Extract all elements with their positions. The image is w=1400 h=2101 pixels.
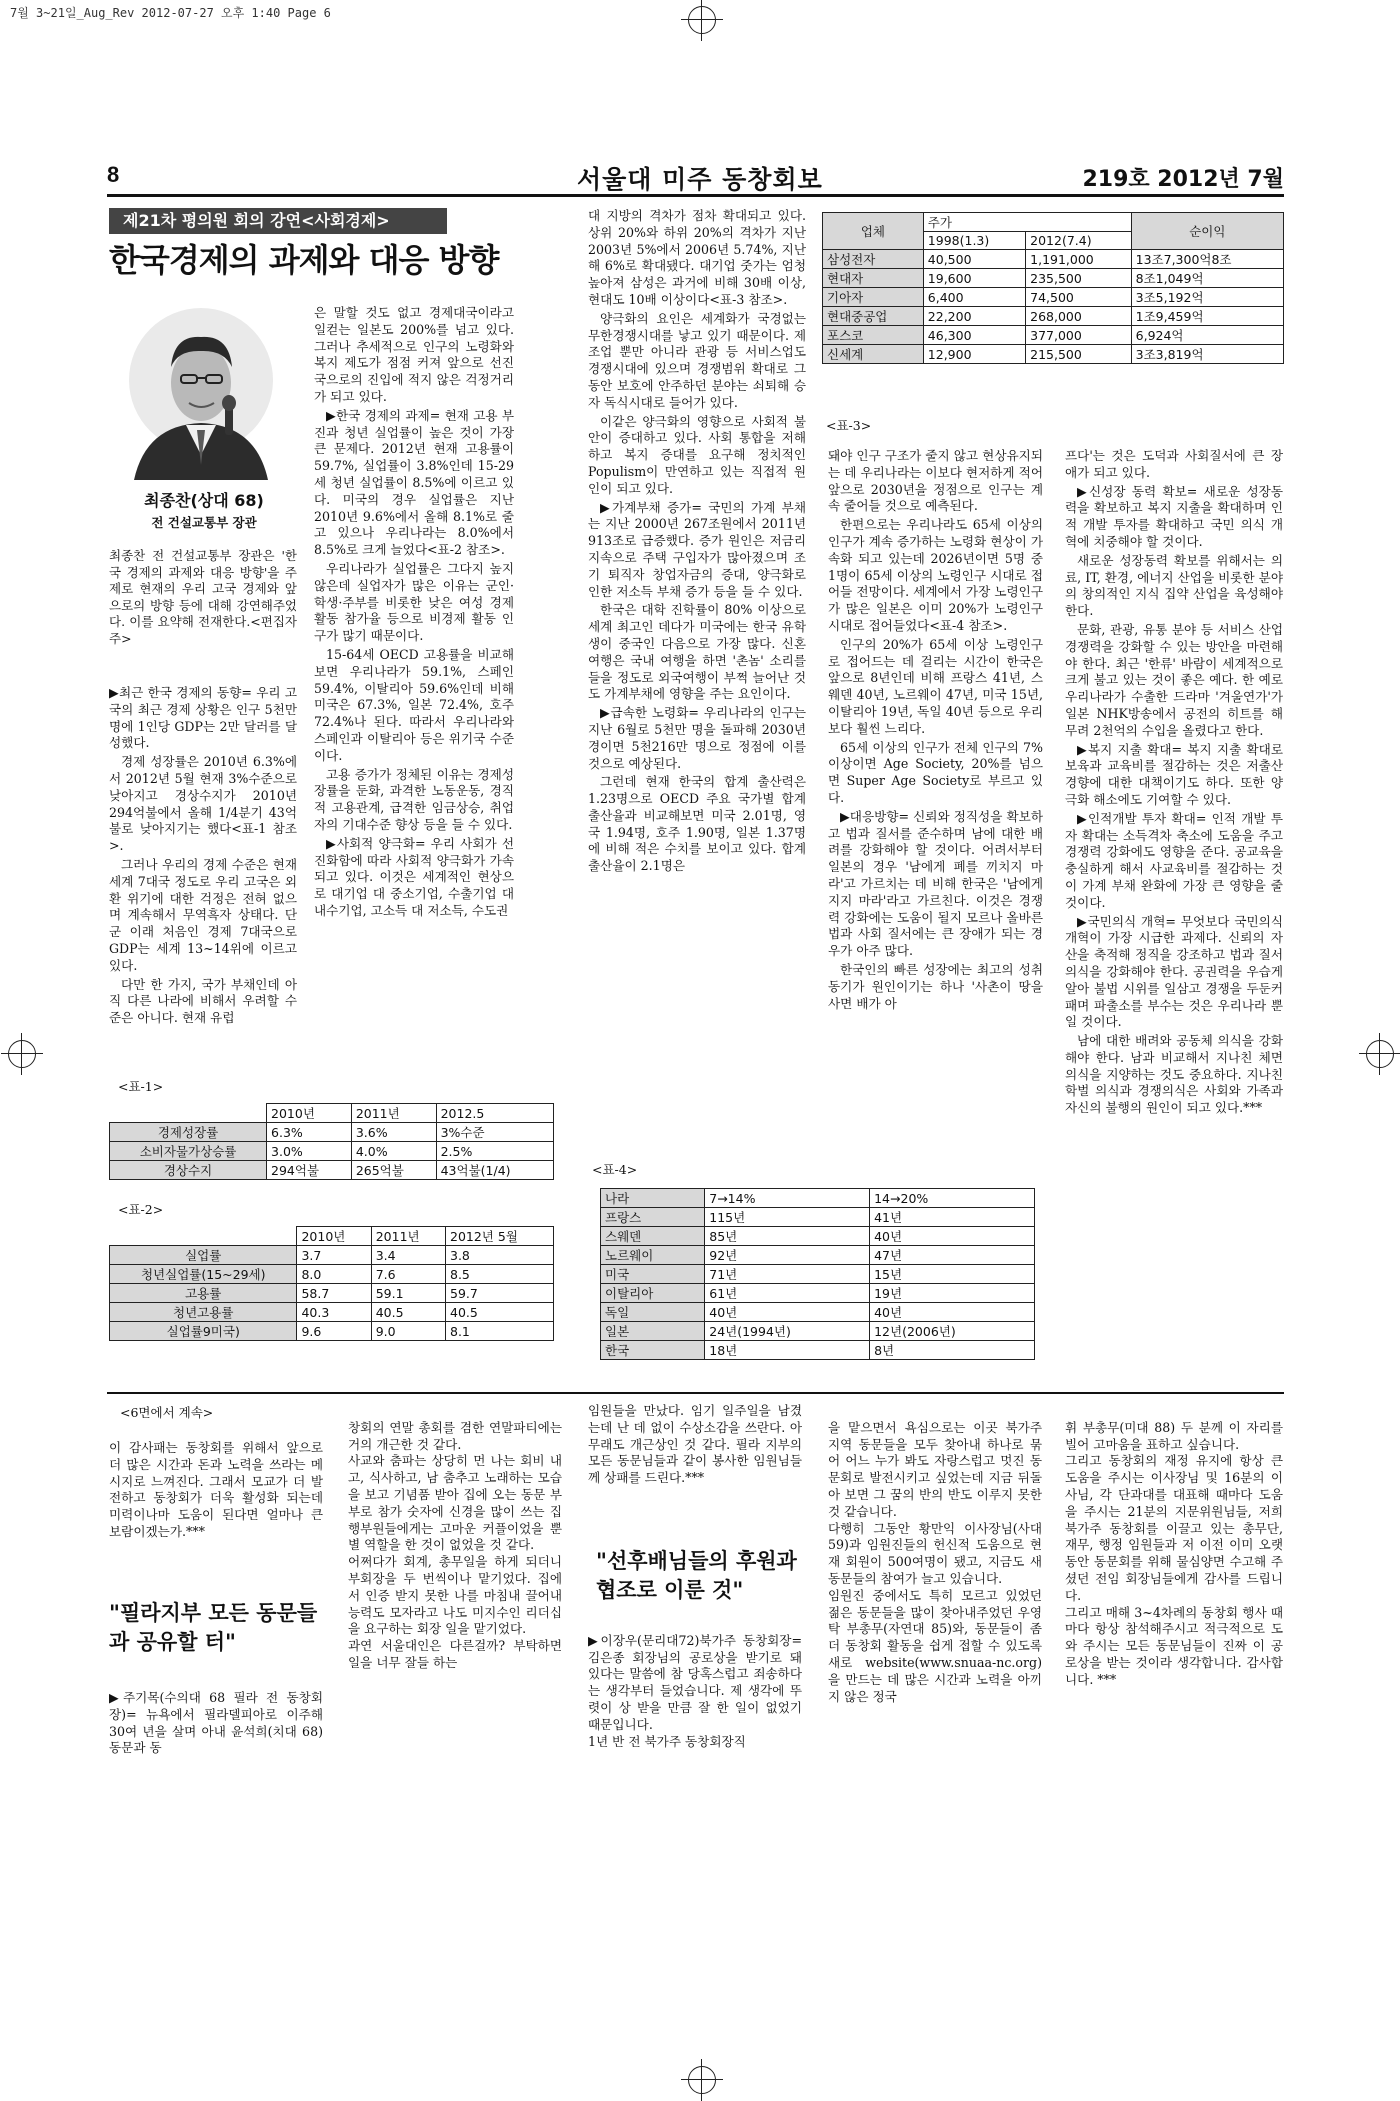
table-row [110, 1142, 554, 1161]
table-cell: 소비자물가상승률 [110, 1142, 267, 1161]
table-cell: 주가 [923, 213, 1131, 232]
table-header-row [823, 213, 1284, 232]
table-cell: 스웨덴 [601, 1227, 705, 1246]
table-cell: 43억불(1/4) [436, 1161, 553, 1180]
table-cell: 3.7 [297, 1246, 371, 1265]
registration-mark-icon [688, 2066, 716, 2094]
table-row [601, 1246, 1035, 1265]
table-cell: 실업률 [110, 1246, 297, 1265]
paragraph: ▶이장우(문리대72)북가주 동창회장= 김은종 회장님의 공로상을 받기로 돼 있다는 말씀에 참 당혹스럽고 죄송하다는 생각부터 들었습니다. 제 생각에 뚜렷이 상 받을 만큼 잘 한 일이 없었기 때문입니다. 1년 반 전 북가주 동창회장직 [588, 1632, 802, 1749]
table-cell: 8년 [870, 1341, 1035, 1360]
paragraph: 임원들을 만났다. 임기 일주일을 남겼는데 난 데 없이 수상소감을 쓰란다. 아무래도 개근상인 것 같다. 필라 지부의 모든 동문님들과 같이 봉사한 임원님들께 상패를 드린다.*** [588, 1403, 802, 1486]
paragraph: ▶복지 지출 확대= 복지 지출 확대로 보육과 교육비를 절감하는 것은 저출산 경향에 대한 대책이기도 하다. 또한 양극화 해소에도 기여할 수 있다. [1065, 741, 1283, 807]
table-row [823, 269, 1284, 288]
table-row [110, 1246, 554, 1265]
paragraph: 새로운 성장동력 확보를 위해서는 의료, IT, 환경, 에너지 산업을 비롯한 분야의 창의적인 지식 집약 산업을 육성해야 한다. [1065, 552, 1283, 619]
article-column-2 [314, 305, 514, 922]
table-cell: 2012(7.4) [1026, 232, 1132, 250]
table-cell: 현대자 [823, 269, 924, 288]
table-header-row [601, 1189, 1035, 1208]
table-cell: 47년 [870, 1246, 1035, 1265]
paragraph: 남에 대한 배려와 공동체 의식을 강화해야 한다. 남과 비교해서 지나친 체면의식을 지양하는 것도 중요하다. 지나친 학벌 의식과 경쟁의식은 사회와 가족과 자신의 불행의 원인이 되고 있다.*** [1065, 1033, 1283, 1116]
paragraph: ▶신성장 동력 확보= 새로운 성장동력을 확보하고 복지 지출을 확대하며 인적 개발 투자를 확대하고 국민 의식 개혁에 치중해야 할 것이다. [1065, 483, 1283, 549]
paragraph: 65세 이상의 인구가 전체 인구의 7% 이상이면 Age Society, 20%를 넘으면 Super Age Society로 부르고 있다. [828, 739, 1043, 805]
table-cell: 41년 [870, 1208, 1035, 1227]
table-cell: 1,191,000 [1026, 250, 1132, 269]
table-cell: 265억불 [351, 1161, 436, 1180]
lower-column-1 [109, 1440, 323, 1543]
table-row [823, 326, 1284, 345]
table-row [601, 1303, 1035, 1322]
table-cell: 2011년 [351, 1104, 436, 1123]
paragraph: 돼야 인구 구조가 줄지 않고 현상유지되는 데 우리나라는 이보다 현저하게 적어 앞으로 2030년을 정점으로 인구는 계속 줄어들 것으로 예측된다. [828, 448, 1043, 514]
table-cell: 나라 [601, 1189, 705, 1208]
table-row [601, 1341, 1035, 1360]
table-row [823, 345, 1284, 364]
table-cell: 59.7 [446, 1284, 554, 1303]
table-cell: 18년 [705, 1341, 870, 1360]
table-cell: 8.5 [446, 1265, 554, 1284]
table-cell: 294억불 [267, 1161, 352, 1180]
table-row [823, 250, 1284, 269]
table-cell: 4.0% [351, 1142, 436, 1161]
table-cell: 6,924억 [1131, 326, 1283, 345]
table-1-label: <표-1> [118, 1079, 164, 1094]
paragraph: 고용 증가가 정체된 이유는 경제성장률을 둔화, 과격한 노동운동, 경직적 고용관계, 급격한 임금상승, 취업자의 기대수준 향상 등을 들 수 있다. [314, 766, 514, 832]
issue-info: 219호 2012년 7월 [1082, 167, 1284, 192]
table-cell: 3조5,192억 [1131, 288, 1283, 307]
table-cell: 3.6% [351, 1123, 436, 1142]
paragraph: 그런데 현재 한국의 합계 출산력은 1.23명으로 OECD 주요 국가별 합계 출산율과 비교해보면 미국 2.01명, 영국 1.94명, 호주 1.90명, 일본 1.37명에 비해 적은 수치를 보이고 있다. 합계 출산율이 2.1명은 [588, 774, 806, 874]
paragraph: 우리나라가 실업률은 그다지 높지 않은데 실업자가 많은 이유는 군인·학생·주부를 비롯한 낮은 여성 경제활동 참가율 등으로 비경제 활동 인구가 많기 때문이다. [314, 560, 514, 644]
table-cell: 40,500 [923, 250, 1025, 269]
paragraph: 양극화의 요인은 세계화가 국경없는 무한경쟁시대를 낳고 있기 때문이다. 제조업 뿐만 아니라 관광 등 서비스업도 경쟁시대에 있으며 경쟁범위 확대로 그동안 보호에 안주하던 분야는 쇠퇴해 승자 독식시대로 들어가 있다. [588, 310, 806, 410]
table-4-label: <표-4> [592, 1162, 638, 1177]
paragraph: 이같은 양극화의 영향으로 사회적 불안이 증대하고 있다. 사회 통합을 저해하고 복지 증대를 요구해 정치적인 Populism이 만연하고 있는 직접적 원인이 되고 있다. [588, 413, 806, 496]
paragraph: 한국인의 빠른 성장에는 최고의 성취 동기가 원인이기는 하나 '사촌이 땅을 사면 배가 아 [828, 961, 1043, 1011]
table-cell: 경제성장률 [110, 1123, 267, 1142]
table-cell: 115년 [705, 1208, 870, 1227]
table-cell: 청년고용률 [110, 1303, 297, 1322]
table-cell: 8조1,049억 [1131, 269, 1283, 288]
paragraph: 문화, 관광, 유통 분야 등 서비스 산업 경쟁력을 강화할 수 있는 방안을 마련해야 한다. 최근 '한류' 바람이 세계적으로 크게 불고 있는 것이 좋은 예다. 한 예로 우리나라가 수출한 드라마 '겨울연가'가 일본 NHK방송에서 공전의 히트를 해 무려 2천억의 수입을 올렸다고 한다. [1065, 621, 1283, 738]
article-column-1 [109, 685, 297, 1029]
table-cell: 독일 [601, 1303, 705, 1322]
article-column-3 [588, 208, 806, 877]
paragraph: 창회의 연말 총회를 겸한 연말파티에는 거의 개근한 것 같다. 사교와 춤파는 상당히 먼 나는 회비 내고, 식사하고, 남 춤추고 노래하는 모습을 보고 기념품 받아 집에 오는 동문 부부로 참가 숫자에 신경을 많이 쓰는 집행부원들에게는 고마운 커플이었을 뿐 별 역할을 한 것이 없었을 것 같다. 어쩌다가 회계, 총무일을 하게 되더니 부회장을 두 번씩이나 맡기었다. 집에서 인증 받지 못한 나를 마침내 끌어내 능력도 모자라고 나도 미지수인 리더십을 요구하는 회장 일을 맡기었다. 과연 서울대인은 다른걸까? 부탁하면 일을 너무 잘들 하는 [348, 1419, 562, 1670]
table-cell [110, 1227, 297, 1246]
table-row [110, 1322, 554, 1341]
table-cell: 청년실업률(15~29세) [110, 1265, 297, 1284]
paragraph: 한편으로는 우리나라도 65세 이상의 인구가 계속 증가하는 노령화 현상이 가속화 되고 있는데 2026년이면 5명 중 1명이 65세 이상의 노령인구 시대로 접어들 전망이다. 세계에서 가장 노령인구가 많은 일본은 이미 20%가 노령인구 시대로 접어들었다<표-4 참조>. [828, 517, 1043, 633]
table-cell: 8.0 [297, 1265, 371, 1284]
table-cell: 40.5 [446, 1303, 554, 1322]
paragraph: ▶국민의식 개혁= 무엇보다 국민의식 개혁이 가장 시급한 과제다. 신뢰의 자산을 축적해 정직을 강조하고 법과 질서 의식을 강화해야 한다. 공권력을 우습게 알아 불법 시위를 일삼고 경쟁을 두둔커 패며 파출소를 부수는 것은 우리나라 뿐일 것이다. [1065, 913, 1283, 1030]
table-row [110, 1123, 554, 1142]
table-cell: 40.5 [371, 1303, 445, 1322]
table-cell: 74,500 [1026, 288, 1132, 307]
table-cell: 7→14% [705, 1189, 870, 1208]
table-cell: 순이익 [1131, 213, 1283, 250]
continued-label: <6면에서 계속> [120, 1405, 214, 1420]
paragraph: ▶가계부채 증가= 국민의 가계 부채는 지난 2000년 267조원에서 2011년 913조로 급증했다. 증가 원인은 저금리 지속으로 주택 구입자가 많아졌으며 조기 퇴직자 창업자금의 증대, 양극화로 인한 저소득 부채 증가 등을 들 수 있다. [588, 499, 806, 599]
table-cell: 2010년 [267, 1104, 352, 1123]
article-intro: 최종찬 전 건설교통부 장관은 '한국 경제의 과제와 대응 방향'을 주제로 현재의 우리 고국 경제와 앞으로의 방향 등에 대해 강연해주었다. 이를 요약해 전재한다.<편집자 주> [109, 548, 297, 646]
table-cell: 2.5% [436, 1142, 553, 1161]
table-header-row [110, 1104, 554, 1123]
table-3 [822, 212, 1284, 364]
table-row [601, 1284, 1035, 1303]
table-row [601, 1227, 1035, 1246]
paragraph: 15-64세 OECD 고용률을 비교해보면 우리나라가 59.1%, 스페인 59.4%, 이탈리아 59.6%인데 비해 미국은 67.3%, 일본 72.4%, 호주 72.4%나 된다. 따라서 우리나라와 스페인과 이탈리아 등은 위기국 수준이다. [314, 646, 514, 763]
table-cell: 3.0% [267, 1142, 352, 1161]
table-cell: 3.8 [446, 1246, 554, 1265]
table-1 [109, 1103, 554, 1180]
article-column-4 [828, 448, 1043, 1014]
table-cell: 삼성전자 [823, 250, 924, 269]
paragraph: 이 감사패는 동창회를 위해서 앞으로 더 많은 시간과 돈과 노력을 쓰라는 메시지로 느껴진다. 그래서 모교가 더 발전하고 동창회가 더욱 활성화 되는데 미력이나마 도움이 된다면 얼마나 큰 보람이겠는가.*** [109, 1440, 323, 1539]
lower-column-2 [348, 1403, 562, 1691]
table-cell: 40년 [870, 1303, 1035, 1322]
table-cell: 기아자 [823, 288, 924, 307]
table-row [110, 1161, 554, 1180]
lower-column-4 [828, 1403, 1042, 1724]
table-cell: 268,000 [1026, 307, 1132, 326]
lower-column-5 [1065, 1403, 1283, 1707]
table-cell: 19,600 [923, 269, 1025, 288]
table-row [823, 307, 1284, 326]
table-cell: 59.1 [371, 1284, 445, 1303]
table-cell: 실업률9미국) [110, 1322, 297, 1341]
table-cell: 61년 [705, 1284, 870, 1303]
table-cell: 7.6 [371, 1265, 445, 1284]
table-cell: 13조7,300억8조 [1131, 250, 1283, 269]
paragraph: ▶최근 한국 경제의 동향= 우리 고국의 최근 경제 상황은 인구 5천만 명에 1인당 GDP는 2만 달러를 달성했다. [109, 685, 297, 751]
table-cell: 2011년 [371, 1227, 445, 1246]
table-cell: 노르웨이 [601, 1246, 705, 1265]
table-cell: 프랑스 [601, 1208, 705, 1227]
paragraph: 대 지방의 격차가 점차 확대되고 있다. 상위 20%와 하위 20%의 격차가 지난 2003년 5%에서 2006년 5.74%, 지난 해 6%로 확대됐다. 대기업 줏가는 엄청 높아져 삼성은 과거에 비해 30배 이상, 현대도 10배 이상이다<표-3 참조>. [588, 208, 806, 307]
table-cell: 9.6 [297, 1322, 371, 1341]
table-cell: 6,400 [923, 288, 1025, 307]
paragraph: ▶급속한 노령화= 우리나라의 인구는 지난 6월로 5천만 명을 돌파해 2030년 경이면 5천216만 명으로 정점에 이를 것으로 예상된다. [588, 705, 806, 771]
author-portrait-photo [126, 305, 276, 480]
table-cell: 현대중공업 [823, 307, 924, 326]
registration-mark-icon [688, 6, 716, 34]
paragraph: 휘 부총무(미대 88) 두 분께 이 자리를 빌어 고마움을 표하고 싶습니다. 그리고 동창회의 재정 유지에 항상 큰 도움을 주시는 이사장님 및 16분의 이사님, 각 단과대를 대표해 때마다 도움을 주시는 21분의 지문위원님들, 저희 북가주 동창회를 이끌고 있는 총무단, 재무, 행정 임원들과 저 이전 이미 오랫동안 동문회를 위해 물심양면 수고해 주셨던 전임 회장님들에게 감사를 드립니다. 그리고 매해 3~4차례의 동창회 행사 때마다 항상 참석해주시고 적극적으로 도와 주시는 모든 동문님들이 진짜 이 공로상을 받는 것이라 생각합니다. 감사합니다. *** [1065, 1419, 1283, 1687]
table-cell: 92년 [705, 1246, 870, 1265]
table-cell: 9.0 [371, 1322, 445, 1341]
table-cell: 1조9,459억 [1131, 307, 1283, 326]
table-cell: 235,500 [1026, 269, 1132, 288]
author-name: 최종찬(상대 68) [144, 491, 264, 510]
lower-column-3 [588, 1403, 802, 1489]
lower-column-1b [109, 1690, 323, 1759]
table-cell: 1998(1.3) [923, 232, 1025, 250]
table-row [110, 1303, 554, 1322]
table-cell [110, 1104, 267, 1123]
table-2-label: <표-2> [118, 1202, 164, 1217]
subheadline-1: "필라지부 모든 동문들과 공유할 터" [109, 1600, 318, 1654]
table-cell: 19년 [870, 1284, 1035, 1303]
table-2 [109, 1226, 554, 1341]
table-cell: 46,300 [923, 326, 1025, 345]
paper-name: 서울대 미주 동창회보 [577, 165, 823, 194]
article-column-5 [1065, 448, 1283, 1119]
table-cell: 58.7 [297, 1284, 371, 1303]
table-cell: 24년(1994년) [705, 1322, 870, 1341]
subheadline-2: "선후배님들의 후원과 협조로 이룬 것" [596, 1548, 797, 1602]
article-headline: 한국경제의 과제와 대응 방향 [109, 241, 499, 279]
masthead [107, 160, 1284, 197]
table-row [110, 1265, 554, 1284]
table-cell: 215,500 [1026, 345, 1132, 364]
section-divider [107, 1392, 1284, 1394]
author-title: 전 건설교통부 장관 [151, 515, 257, 530]
paragraph: ▶한국 경제의 과제= 현재 고용 부진과 청년 실업률이 높은 것이 가장 큰 문제다. 2012년 현재 고용률이 59.7%, 실업률이 3.8%인데 15-29세 청년 실업률이 8.5%에 이르고 있다. 미국의 경우 실업률은 지난 2010년 9.6%에서 올해 8.1%로 줄고 있으나 우리나라는 8.0%에서 8.5%로 크게 늘었다<표-2 참조>. [314, 407, 514, 558]
table-cell: 15년 [870, 1265, 1035, 1284]
table-4 [600, 1188, 1035, 1360]
table-cell: 2012년 5월 [446, 1227, 554, 1246]
table-cell: 6.3% [267, 1123, 352, 1142]
table-cell: 2010년 [297, 1227, 371, 1246]
page-number: 8 [107, 162, 120, 187]
table-cell: 경상수지 [110, 1161, 267, 1180]
table-header-row [110, 1227, 554, 1246]
article-kicker: 제21차 평의원 회의 강연<사회경제> [109, 208, 447, 234]
paragraph: ▶주기목(수의대 68 필라 전 동창회장)= 뉴욕에서 필라델피아로 이주해 30여 년을 살며 아내 윤석희(치대 68) 동문과 동 [109, 1690, 323, 1756]
table-cell: 일본 [601, 1322, 705, 1341]
table-3-label: <표-3> [826, 418, 872, 433]
table-cell: 14→20% [870, 1189, 1035, 1208]
table-cell: 22,200 [923, 307, 1025, 326]
registration-mark-icon [1366, 1040, 1394, 1068]
table-cell: 12,900 [923, 345, 1025, 364]
table-cell: 신세계 [823, 345, 924, 364]
table-cell: 2012.5 [436, 1104, 553, 1123]
paragraph: 은 말할 것도 없고 경제대국이라고 일컫는 일본도 200%를 넘고 있다. 그러나 추세적으로 인구의 노령화와 복지 제도가 점점 커져 앞으로 선진국으로의 진입에 적지 않은 걱정거리가 되고 있다. [314, 305, 514, 404]
table-cell: 8.1 [446, 1322, 554, 1341]
table-cell: 3조3,819억 [1131, 345, 1283, 364]
print-slug: 7월 3~21일_Aug_Rev 2012-07-27 오후 1:40 Page 6 [10, 6, 331, 20]
table-cell: 이탈리아 [601, 1284, 705, 1303]
table-row [110, 1284, 554, 1303]
lower-column-3b [588, 1616, 802, 1769]
table-cell: 12년(2006년) [870, 1322, 1035, 1341]
paragraph: 다만 한 가지, 국가 부채인데 아직 다른 나라에 비해서 우려할 수준은 아니다. 현재 유럽 [109, 976, 297, 1026]
table-cell: 71년 [705, 1265, 870, 1284]
table-row [601, 1208, 1035, 1227]
author-byline [109, 488, 299, 531]
paragraph: 프다'는 것은 도덕과 사회질서에 큰 장애가 되고 있다. [1065, 448, 1283, 480]
table-cell: 미국 [601, 1265, 705, 1284]
paragraph: 인구의 20%가 65세 이상 노령인구로 접어드는 데 걸리는 시간이 한국은 앞으로 8년인데 비해 프랑스 41년, 스웨덴 40년, 노르웨이 47년, 미국 15년, 이탈리아 19년, 독일 40년 등으로 우리보다 훨씬 느리다. [828, 636, 1043, 736]
table-cell: 40년 [870, 1227, 1035, 1246]
table-row [601, 1265, 1035, 1284]
table-row [823, 288, 1284, 307]
paragraph: 그러나 우리의 경제 수준은 현재 세계 7대국 정도로 우리 고국은 외환 위기에 대한 걱정은 전혀 없으며 계속해서 무역흑자 상태다. 단군 이래 처음인 경제 7대국으로 GDP는 세계 13~14위에 이르고 있다. [109, 856, 297, 973]
table-cell: 포스코 [823, 326, 924, 345]
table-cell: 40.3 [297, 1303, 371, 1322]
paragraph: 한국은 대학 진학률이 80% 이상으로 세계 최고인 데다가 미국에는 한국 유학생이 중국인 다음으로 가장 많다. 신혼 여행은 국내 여행을 하면 '촌놈' 소리를 들을 정도로 외국여행이 부쩍 늘어난 것도 가계부채에 영향을 주는 요인이다. [588, 602, 806, 702]
paragraph: 을 맡으면서 욕심으로는 이곳 북가주 지역 동문들을 모두 찾아내 하나로 묶어 어느 누가 봐도 자랑스럽고 멋진 동문회로 발전시키고 싶었는데 지금 뒤돌아 보면 그 꿈의 반의 반도 이루지 못한 것 같습니다. 다행히 그동안 황만익 이사장님(사대 59)과 임원진들의 헌신적 도움으로 현재 회원이 500여명이 됐고, 지금도 새 동문들의 참여가 늘고 있습니다. 임원진 중에서도 특히 모르고 있었던 젊은 동문들을 많이 찾아내주었던 우영탁 부총무(자연대 85)와, 동문들이 좀 더 동창회 활동을 쉽게 접할 수 있도록 새로 website(www.snuaa-nc.org)을 만드는 데 많은 시간과 노력을 아끼지 않은 정국 [828, 1419, 1042, 1704]
table-cell: 고용률 [110, 1284, 297, 1303]
paragraph: ▶사회적 양극화= 우리 사회가 선진화함에 따라 사회적 양극화가 가속되고 있다. 이것은 세계적인 현상으로 대기업 대 중소기업, 수출기업 대 내수기업, 고소득 대 저소득, 수도권 [314, 835, 514, 918]
paragraph: 경제 성장률은 2010년 6.3%에서 2012년 5월 현재 3%수준으로 낮아지고 경상수지가 2010년 294억불에서 올해 1/4분기 43억불로 낮아지기는 했다<표-1 참조>. [109, 754, 297, 854]
table-cell: 3.4 [371, 1246, 445, 1265]
table-cell: 한국 [601, 1341, 705, 1360]
paragraph: ▶대응방향= 신뢰와 정직성을 확보하고 법과 질서를 준수하며 남에 대한 배려를 강화해야 할 것이다. 어려서부터 일본의 경우 '남에게 폐를 끼치지 마라'고 가르치는 데 비해 한국은 '남에게 지지 마라'라고 가르친다. 이것은 경쟁력 강화에는 도움이 될지 모르나 올바른 법과 사회 질서에는 큰 장애가 되는 경우가 아주 많다. [828, 808, 1043, 959]
table-cell: 377,000 [1026, 326, 1132, 345]
table-cell: 업체 [823, 213, 924, 250]
table-cell: 40년 [705, 1303, 870, 1322]
table-row [601, 1322, 1035, 1341]
registration-mark-icon [8, 1040, 36, 1068]
paragraph: ▶인적개발 투자 확대= 인적 개발 투자 확대는 소득격차 축소에 도움을 주고 경쟁력 강화에도 영향을 준다. 공교육을 충실하게 해서 사교육비를 절감하는 것이 가계 부채 완화에 가장 큰 영향을 줄 것이다. [1065, 810, 1283, 910]
table-cell: 3%수준 [436, 1123, 553, 1142]
table-cell: 85년 [705, 1227, 870, 1246]
